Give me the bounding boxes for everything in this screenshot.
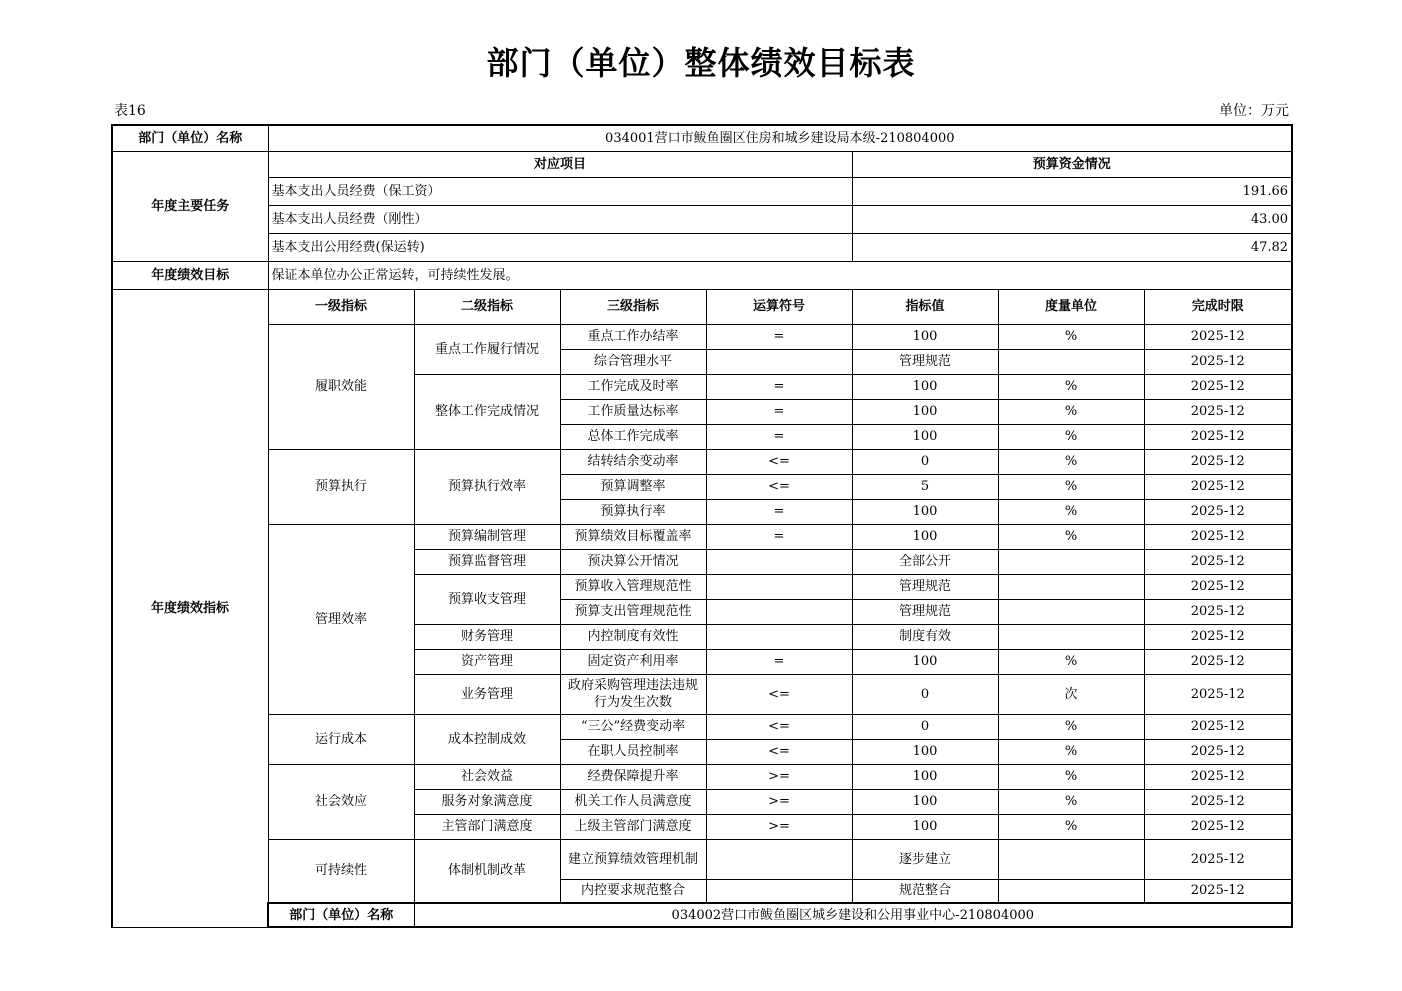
unit-cell: % (998, 474, 1144, 499)
deadline-cell: 2025-12 (1144, 839, 1292, 879)
unit-cell: % (998, 374, 1144, 399)
operator-cell (706, 839, 852, 879)
dept-label: 部门（单位）名称 (112, 125, 268, 151)
unit-cell: % (998, 814, 1144, 839)
value-cell: 100 (852, 499, 998, 524)
unit-cell (998, 574, 1144, 599)
table-number: 表16 (114, 103, 146, 119)
level2-cell: 社会效益 (414, 764, 560, 789)
header-level2: 二级指标 (414, 289, 560, 324)
operator-cell: <= (706, 714, 852, 739)
operator-cell: = (706, 649, 852, 674)
level3-cell: 内控要求规范整合 (560, 879, 706, 903)
level3-cell: 预算支出管理规范性 (560, 599, 706, 624)
unit-cell: % (998, 324, 1144, 349)
value-cell: 0 (852, 449, 998, 474)
unit-cell: % (998, 789, 1144, 814)
unit-cell: % (998, 399, 1144, 424)
level1-cell: 管理效率 (268, 524, 414, 714)
deadline-cell: 2025-12 (1144, 424, 1292, 449)
deadline-cell: 2025-12 (1144, 324, 1292, 349)
deadline-cell: 2025-12 (1144, 499, 1292, 524)
value-cell: 管理规范 (852, 349, 998, 374)
level2-cell: 业务管理 (414, 674, 560, 714)
deadline-cell: 2025-12 (1144, 789, 1292, 814)
currency-unit: 单位：万元 (1219, 103, 1289, 119)
deadline-cell: 2025-12 (1144, 674, 1292, 714)
unit-cell (998, 624, 1144, 649)
dept-label: 部门（单位）名称 (268, 903, 414, 927)
level2-cell: 预算收支管理 (414, 574, 560, 624)
tasks-col-budget: 预算资金情况 (852, 151, 1292, 177)
value-cell: 管理规范 (852, 574, 998, 599)
level3-cell: 内控制度有效性 (560, 624, 706, 649)
level2-cell: 服务对象满意度 (414, 789, 560, 814)
level2-cell: 资产管理 (414, 649, 560, 674)
header-value: 指标值 (852, 289, 998, 324)
next-dept-name: 034002营口市鲅鱼圈区城乡建设和公用事业中心-210804000 (414, 903, 1292, 927)
value-cell: 0 (852, 714, 998, 739)
operator-cell: = (706, 374, 852, 399)
deadline-cell: 2025-12 (1144, 714, 1292, 739)
value-cell: 规范整合 (852, 879, 998, 903)
tasks-label: 年度主要任务 (112, 151, 268, 261)
level1-cell: 预算执行 (268, 449, 414, 524)
unit-cell: % (998, 714, 1144, 739)
value-cell: 100 (852, 649, 998, 674)
deadline-cell: 2025-12 (1144, 879, 1292, 903)
level1-cell: 运行成本 (268, 714, 414, 764)
unit-cell (998, 349, 1144, 374)
task-budget: 43.00 (852, 205, 1292, 233)
level2-cell: 体制机制改革 (414, 839, 560, 903)
value-cell: 0 (852, 674, 998, 714)
value-cell: 100 (852, 739, 998, 764)
level3-cell: 结转结余变动率 (560, 449, 706, 474)
operator-cell: <= (706, 449, 852, 474)
operator-cell: <= (706, 674, 852, 714)
unit-cell: % (998, 499, 1144, 524)
operator-cell (706, 599, 852, 624)
value-cell: 100 (852, 424, 998, 449)
task-item: 基本支出人员经费（刚性） (268, 205, 852, 233)
level2-cell: 主管部门满意度 (414, 814, 560, 839)
operator-cell: <= (706, 739, 852, 764)
operator-cell: = (706, 499, 852, 524)
value-cell: 100 (852, 324, 998, 349)
operator-cell (706, 879, 852, 903)
indicators-label: 年度绩效指标 (112, 289, 268, 927)
value-cell: 100 (852, 374, 998, 399)
level2-cell: 重点工作履行情况 (414, 324, 560, 374)
unit-cell: % (998, 524, 1144, 549)
deadline-cell: 2025-12 (1144, 814, 1292, 839)
value-cell: 全部公开 (852, 549, 998, 574)
header-operator: 运算符号 (706, 289, 852, 324)
value-cell: 制度有效 (852, 624, 998, 649)
header-level1: 一级指标 (268, 289, 414, 324)
level3-cell: 预算调整率 (560, 474, 706, 499)
unit-cell (998, 879, 1144, 903)
operator-cell: >= (706, 814, 852, 839)
unit-cell: % (998, 449, 1144, 474)
level1-cell: 社会效应 (268, 764, 414, 839)
level3-cell: 机关工作人员满意度 (560, 789, 706, 814)
deadline-cell: 2025-12 (1144, 764, 1292, 789)
unit-cell (998, 599, 1144, 624)
operator-cell: = (706, 524, 852, 549)
task-budget: 47.82 (852, 233, 1292, 261)
level3-cell: 工作完成及时率 (560, 374, 706, 399)
level3-cell: 工作质量达标率 (560, 399, 706, 424)
level3-cell: 政府采购管理违法违规行为发生次数 (560, 674, 706, 714)
operator-cell: >= (706, 789, 852, 814)
operator-cell: = (706, 324, 852, 349)
deadline-cell: 2025-12 (1144, 399, 1292, 424)
task-item: 基本支出人员经费（保工资） (268, 177, 852, 205)
task-item: 基本支出公用经费(保运转) (268, 233, 852, 261)
unit-cell: % (998, 764, 1144, 789)
operator-cell: = (706, 399, 852, 424)
level2-cell: 预算监督管理 (414, 549, 560, 574)
level3-cell: 固定资产利用率 (560, 649, 706, 674)
level1-cell: 可持续性 (268, 839, 414, 903)
level3-cell: 建立预算绩效管理机制 (560, 839, 706, 879)
level3-cell: 经费保障提升率 (560, 764, 706, 789)
unit-cell: % (998, 649, 1144, 674)
dept-name: 034001营口市鲅鱼圈区住房和城乡建设局本级-210804000 (268, 125, 1292, 151)
goal-text: 保证本单位办公正常运转，可持续性发展。 (268, 261, 1292, 289)
header-unit: 度量单位 (998, 289, 1144, 324)
operator-cell: <= (706, 474, 852, 499)
level2-cell: 整体工作完成情况 (414, 374, 560, 449)
level3-cell: 预决算公开情况 (560, 549, 706, 574)
value-cell: 100 (852, 399, 998, 424)
deadline-cell: 2025-12 (1144, 374, 1292, 399)
task-budget: 191.66 (852, 177, 1292, 205)
deadline-cell: 2025-12 (1144, 624, 1292, 649)
operator-cell (706, 574, 852, 599)
unit-cell: % (998, 739, 1144, 764)
unit-cell (998, 549, 1144, 574)
performance-target-table (111, 124, 1293, 928)
value-cell: 5 (852, 474, 998, 499)
operator-cell: >= (706, 764, 852, 789)
operator-cell: = (706, 424, 852, 449)
deadline-cell: 2025-12 (1144, 549, 1292, 574)
level3-cell: 综合管理水平 (560, 349, 706, 374)
deadline-cell: 2025-12 (1144, 474, 1292, 499)
goal-label: 年度绩效目标 (112, 261, 268, 289)
level3-cell: 总体工作完成率 (560, 424, 706, 449)
value-cell: 100 (852, 764, 998, 789)
level3-cell: 预算收入管理规范性 (560, 574, 706, 599)
deadline-cell: 2025-12 (1144, 524, 1292, 549)
value-cell: 逐步建立 (852, 839, 998, 879)
level2-cell: 预算执行效率 (414, 449, 560, 524)
value-cell: 100 (852, 524, 998, 549)
deadline-cell: 2025-12 (1144, 449, 1292, 474)
unit-cell (998, 839, 1144, 879)
level2-cell: 成本控制成效 (414, 714, 560, 764)
level2-cell: 预算编制管理 (414, 524, 560, 549)
value-cell: 100 (852, 789, 998, 814)
level3-cell: 重点工作办结率 (560, 324, 706, 349)
level3-cell: “三公”经费变动率 (560, 714, 706, 739)
header-deadline: 完成时限 (1144, 289, 1292, 324)
tasks-col-item: 对应项目 (268, 151, 852, 177)
level3-cell: 预算执行率 (560, 499, 706, 524)
level3-cell: 在职人员控制率 (560, 739, 706, 764)
deadline-cell: 2025-12 (1144, 739, 1292, 764)
level2-cell: 财务管理 (414, 624, 560, 649)
level3-cell: 预算绩效目标覆盖率 (560, 524, 706, 549)
header-level3: 三级指标 (560, 289, 706, 324)
deadline-cell: 2025-12 (1144, 349, 1292, 374)
deadline-cell: 2025-12 (1144, 649, 1292, 674)
value-cell: 管理规范 (852, 599, 998, 624)
operator-cell (706, 549, 852, 574)
unit-cell: % (998, 424, 1144, 449)
value-cell: 100 (852, 814, 998, 839)
deadline-cell: 2025-12 (1144, 599, 1292, 624)
operator-cell (706, 349, 852, 374)
page-title: 部门（单位）整体绩效目标表 (486, 44, 916, 82)
unit-cell: 次 (998, 674, 1144, 714)
deadline-cell: 2025-12 (1144, 574, 1292, 599)
level3-cell: 上级主管部门满意度 (560, 814, 706, 839)
level1-cell: 履职效能 (268, 324, 414, 449)
operator-cell (706, 624, 852, 649)
